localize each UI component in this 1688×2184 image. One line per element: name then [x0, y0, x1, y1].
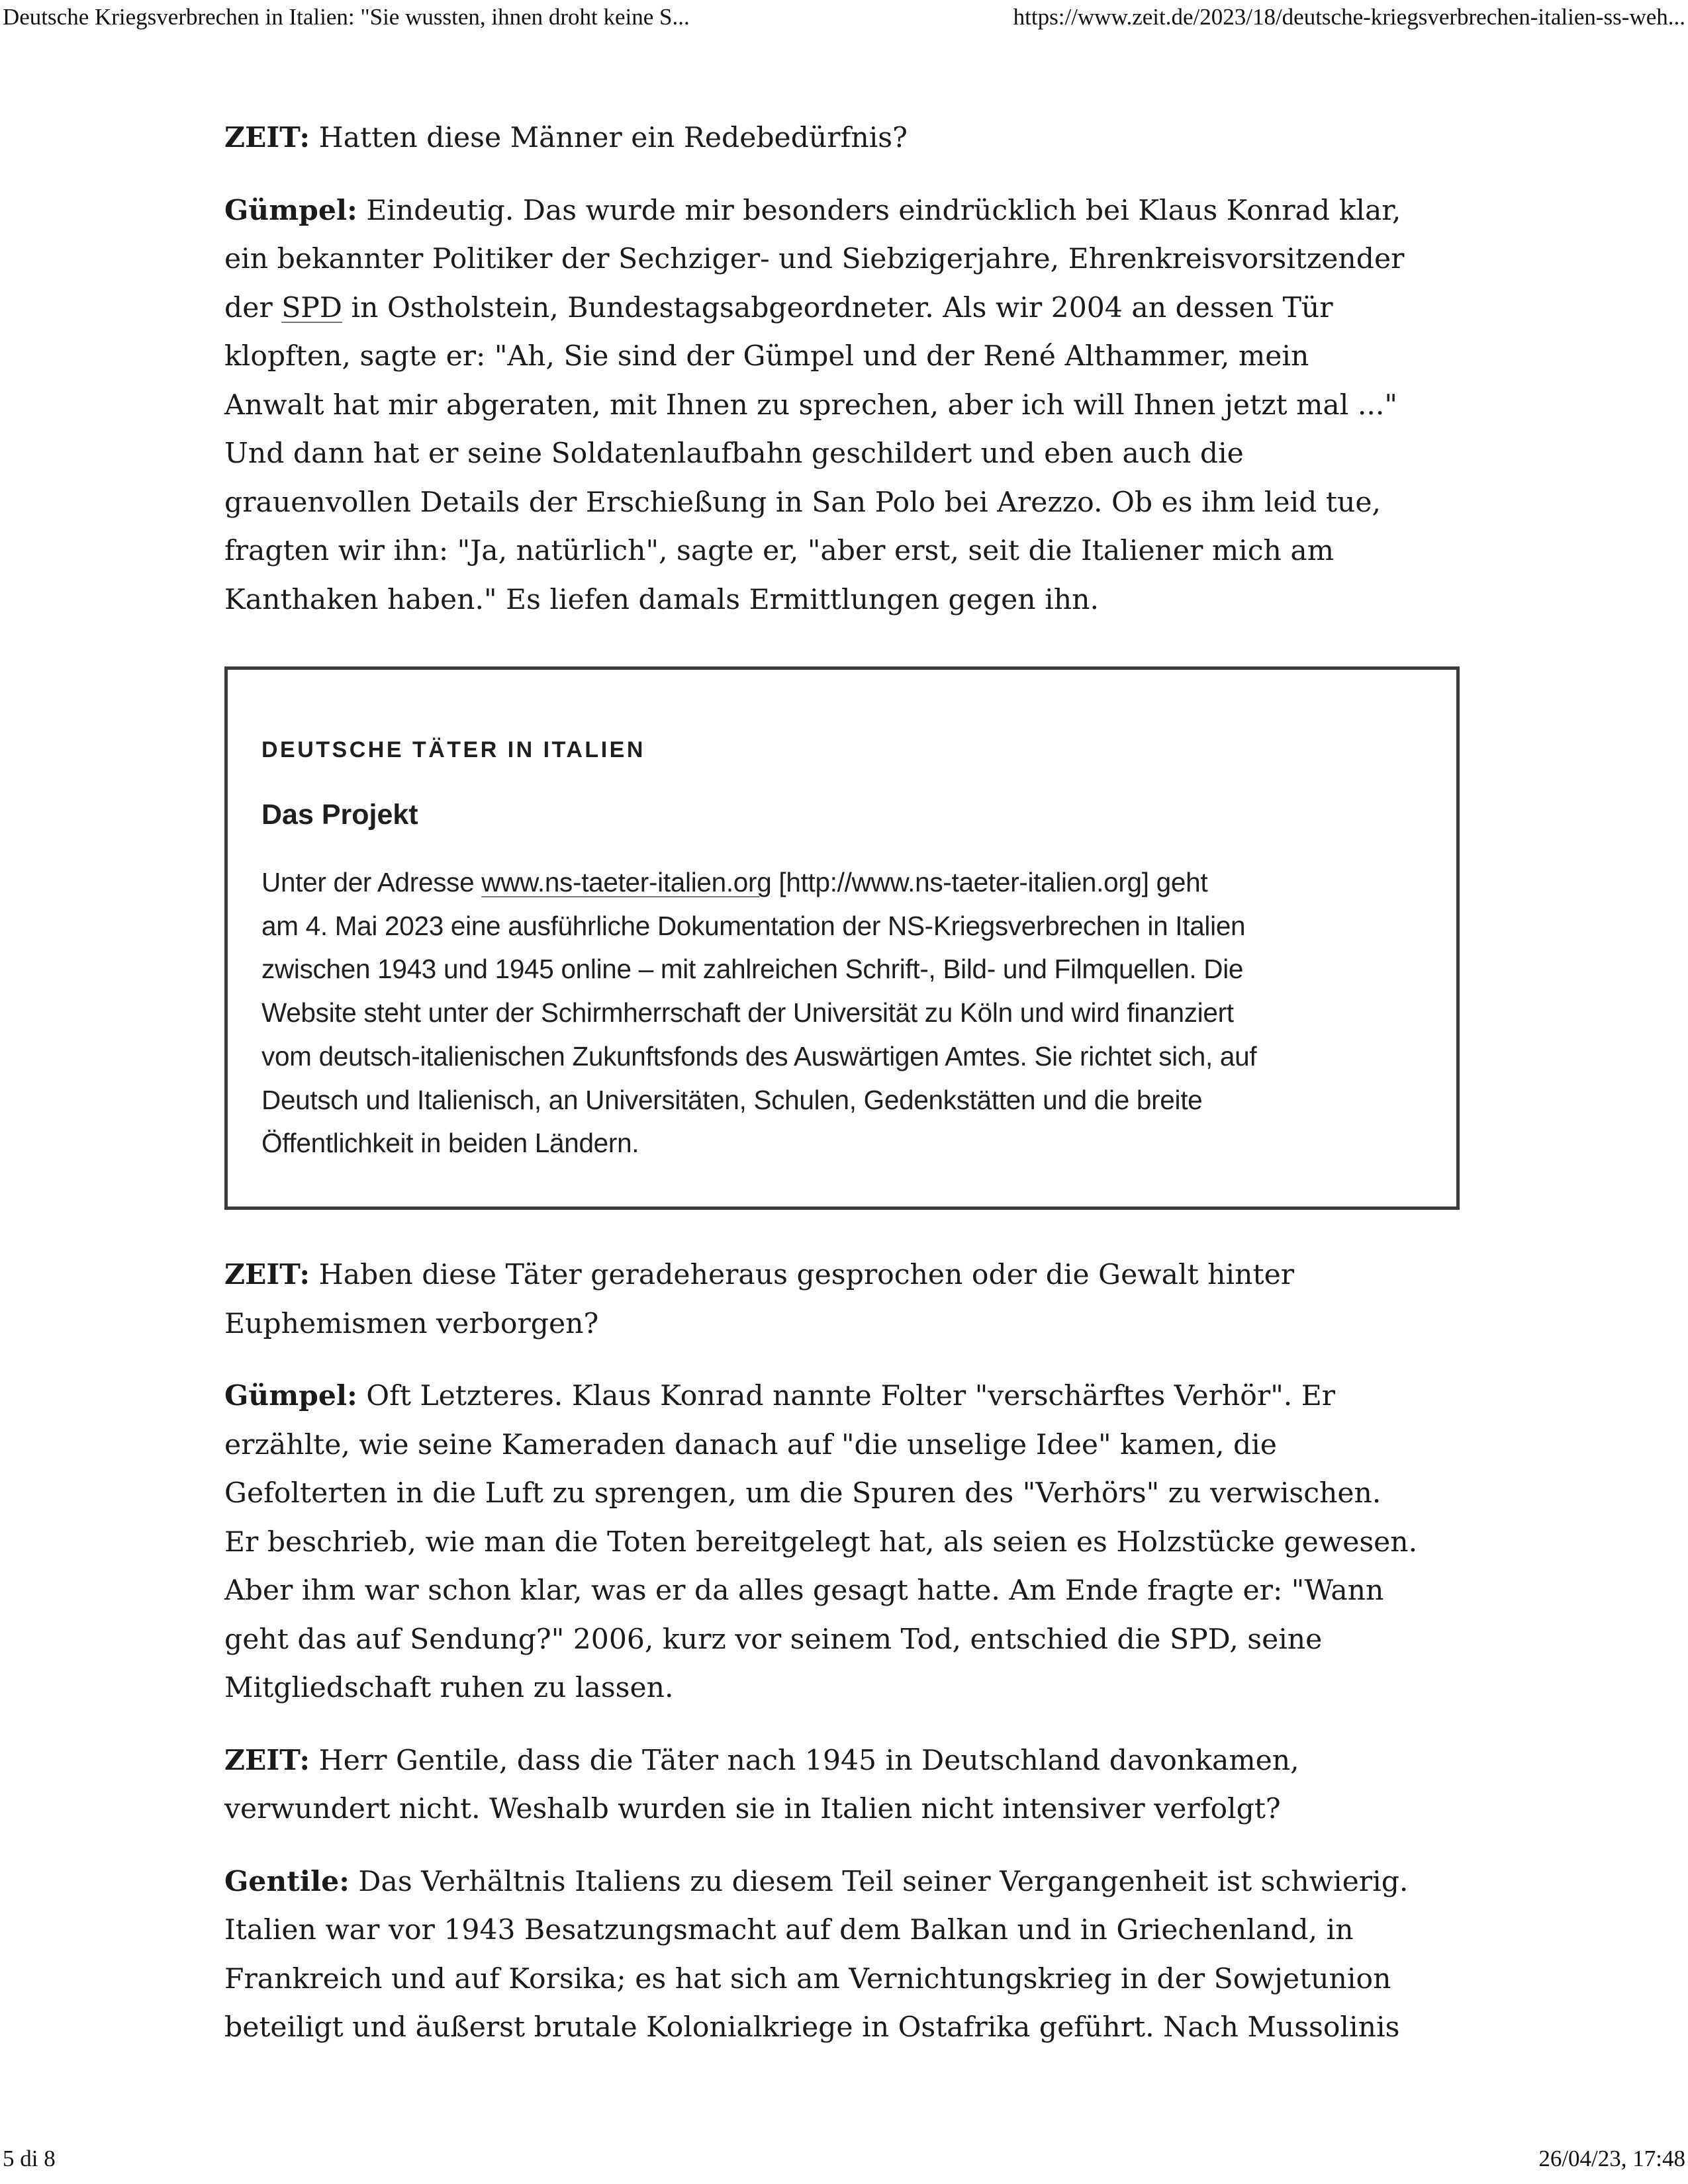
answer-paragraph: [224, 1372, 1469, 1713]
speaker-label: Gümpel:: [224, 193, 357, 227]
page-number: 5 di 8: [3, 2146, 56, 2171]
answer-line: Er beschrieb, wie man die Toten bereitgelegt hat, als seien es Holzstücke gewesen.: [224, 1525, 1418, 1559]
answer-line: Oft Letzteres. Klaus Konrad nannte Folter "verschärftes Verhör". Er: [366, 1380, 1336, 1412]
question-line: Herr Gentile, dass die Täter nach 1945 in Deutschland davonkamen,: [318, 1744, 1299, 1777]
question-paragraph: [224, 1737, 1469, 1834]
answer-line: Frankreich und auf Korsika; es hat sich am Vernichtungskrieg in der Sowjetunion: [224, 1962, 1391, 1995]
answer-line: Gefolterten in die Luft zu sprengen, um die Spuren des "Verhörs" zu verwischen.: [224, 1477, 1382, 1510]
speaker-label: Gentile:: [224, 1864, 350, 1898]
answer-line: ein bekannter Politiker der Sechziger- und Siebzigerjahre, Ehrenkreisvorsitzender: [224, 243, 1405, 275]
infobox-line: am 4. Mai 2023 eine ausführliche Dokumentation der NS-Kriegsverbrechen in Italien: [261, 910, 1246, 941]
answer-line: in Ostholstein, Bundestagsabgeordneter. Als wir 2004 an dessen Tür: [342, 291, 1333, 324]
article-body-top: [224, 114, 1469, 624]
speaker-label: Gümpel:: [224, 1379, 357, 1412]
print-footer: [0, 2138, 1688, 2184]
speaker-label: ZEIT:: [224, 1743, 310, 1777]
question-text: Hatten diese Männer ein Redebedürfnis?: [318, 122, 908, 154]
answer-paragraph: [224, 1858, 1469, 2052]
answer-line: Mitgliedschaft ruhen zu lassen.: [224, 1672, 674, 1704]
infobox-url-text: [http://www.ns-taeter-italien.org] geht: [771, 867, 1208, 897]
project-infobox: [224, 666, 1460, 1210]
answer-line: grauenvollen Details der Erschießung in San Polo bei Arezzo. Ob es ihm leid tue,: [224, 486, 1382, 519]
spd-link[interactable]: SPD: [281, 291, 342, 324]
infobox-title: Das Projekt: [261, 799, 418, 831]
print-header: [0, 0, 1688, 40]
answer-paragraph: [224, 187, 1469, 625]
print-header-url: https://www.zeit.de/2023/18/deutsche-kriegsverbrechen-italien-ss-weh...: [1013, 4, 1685, 30]
speaker-label: ZEIT:: [224, 1258, 310, 1291]
answer-line: Und dann hat er seine Soldatenlaufbahn geschildert und eben auch die: [224, 437, 1244, 470]
project-website-link[interactable]: www.ns-taeter-italien.org: [481, 867, 772, 897]
answer-line: Anwalt hat mir abgeraten, mit Ihnen zu sprechen, aber ich will Ihnen jetzt mal ...": [224, 388, 1397, 422]
speaker-label: ZEIT:: [224, 121, 310, 154]
infobox-line: Öffentlichkeit in beiden Ländern.: [261, 1128, 639, 1159]
answer-line: erzählte, wie seine Kameraden danach auf "die unselige Idee" kamen, die: [224, 1428, 1277, 1461]
question-line: verwundert nicht. Weshalb wurden sie in Italien nicht intensiver verfolgt?: [224, 1793, 1281, 1825]
infobox-kicker: DEUTSCHE TÄTER IN ITALIEN: [261, 737, 645, 762]
question-line: Euphemismen verborgen?: [224, 1307, 599, 1340]
answer-line: geht das auf Sendung?" 2006, kurz vor seinem Tod, entschied die SPD, seine: [224, 1623, 1323, 1656]
infobox-body: [261, 861, 1427, 1165]
infobox-line: zwischen 1943 und 1945 online – mit zahlreichen Schrift-, Bild- und Filmquellen. Die: [261, 954, 1244, 985]
infobox-line: vom deutsch-italienischen Zukunftsfonds des Auswärtigen Amtes. Sie richtet sich, auf: [261, 1040, 1257, 1071]
question-line: Haben diese Täter geradeheraus gesprochen oder die Gewalt hinter: [318, 1259, 1295, 1291]
infobox-line: Website steht unter der Schirmherrschaft der Universität zu Köln und wird finanziert: [261, 997, 1234, 1028]
answer-line: klopften, sagte er: "Ah, Sie sind der Gümpel und der René Althammer, mein: [224, 340, 1309, 373]
question-paragraph: [224, 1251, 1469, 1348]
answer-line: der: [224, 291, 282, 324]
answer-line: fragten wir ihn: "Ja, natürlich", sagte er, "aber erst, seit die Italiener mich am: [224, 535, 1335, 567]
article-body-bottom: [224, 1251, 1469, 2052]
print-datetime: 26/04/23, 17:48: [1538, 2146, 1685, 2171]
infobox-line: Deutsch und Italienisch, an Universitäten, Schulen, Gedenkstätten und die breite: [261, 1084, 1203, 1115]
infobox-intro: Unter der Adresse: [261, 867, 482, 897]
answer-line: Das Verhältnis Italiens zu diesem Teil seiner Vergangenheit ist schwierig.: [358, 1865, 1409, 1898]
answer-line: Italien war vor 1943 Besatzungsmacht auf dem Balkan und in Griechenland, in: [224, 1914, 1354, 1946]
answer-line: beteiligt und äußerst brutale Kolonialkriege in Ostafrika geführt. Nach Mussolinis: [224, 2011, 1400, 2044]
answer-line: Kanthaken haben." Es liefen damals Ermittlungen gegen ihn.: [224, 583, 1099, 616]
print-header-title: Deutsche Kriegsverbrechen in Italien: "Sie wussten, ihnen droht keine S...: [3, 4, 690, 30]
question-paragraph: [224, 114, 1469, 163]
answer-line: Eindeutig. Das wurde mir besonders eindrücklich bei Klaus Konrad klar,: [366, 194, 1401, 227]
answer-line: Aber ihm war schon klar, was er da alles gesagt hatte. Am Ende fragte er: "Wann: [224, 1574, 1384, 1607]
